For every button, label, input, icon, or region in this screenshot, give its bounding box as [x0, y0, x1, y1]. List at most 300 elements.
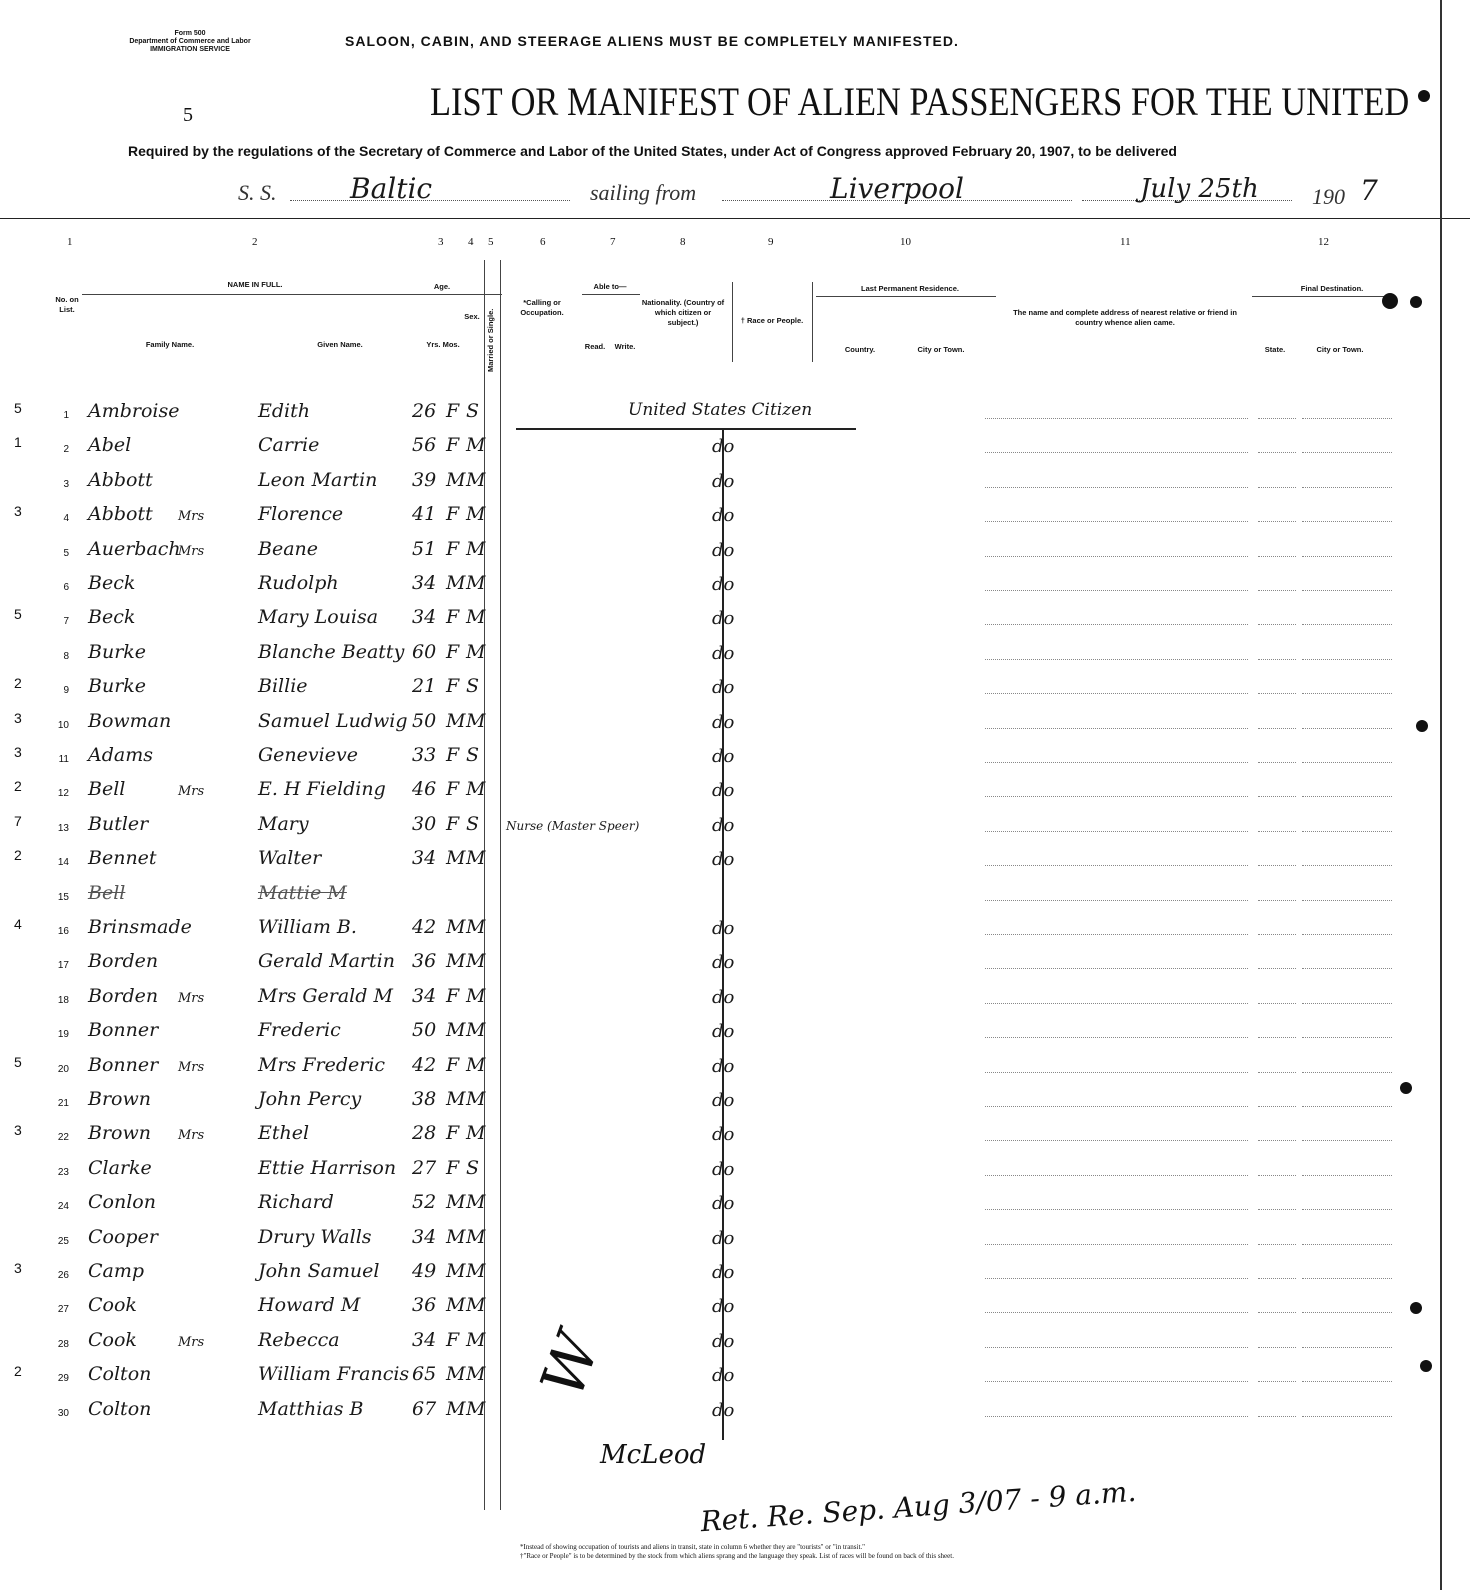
- writing-line: [1258, 968, 1296, 969]
- col-num-5: 5: [488, 236, 494, 248]
- col-num-1: 1: [67, 236, 73, 248]
- given-name: Billie: [258, 675, 308, 698]
- title-prefix: Mrs: [178, 990, 205, 1006]
- sex: M: [446, 1397, 466, 1420]
- writing-line: [1258, 1037, 1296, 1038]
- marital-status: S: [466, 400, 480, 422]
- given-name: Samuel Ludwig: [258, 709, 408, 732]
- writing-line: [1302, 590, 1392, 591]
- family-name: Cook: [88, 1294, 137, 1317]
- given-name: Ettie Harrison: [258, 1156, 397, 1179]
- marital-status: M: [466, 640, 486, 663]
- row-number: 20: [57, 1063, 69, 1075]
- table-row: [0, 809, 1470, 843]
- marital-status: M: [466, 1088, 486, 1110]
- writing-line: [985, 1175, 1248, 1176]
- table-row: [0, 534, 1470, 568]
- age: 34: [412, 1328, 437, 1351]
- given-name: Matthias B: [258, 1397, 364, 1420]
- table-row: [0, 843, 1470, 877]
- hdr-no-on-list: No. on List.: [55, 295, 79, 314]
- hdr-relative: The name and complete address of nearest relative or friend in country whence alien came.: [1013, 308, 1237, 327]
- writing-line: [1302, 1140, 1392, 1141]
- nationality: do: [712, 1021, 735, 1043]
- hdr-able-to: Able to—: [593, 282, 627, 291]
- writing-line: [1258, 452, 1296, 453]
- col-num-4: 4: [468, 236, 474, 248]
- nationality: do: [712, 746, 735, 767]
- family-name: Borden: [88, 984, 159, 1007]
- age: 56: [412, 434, 437, 457]
- given-name: Rebecca: [258, 1328, 340, 1351]
- nationality: do: [712, 436, 735, 458]
- margin-tally: 2: [14, 675, 22, 692]
- given-name: Mrs Gerald M: [258, 984, 393, 1007]
- writing-line: [1302, 831, 1392, 832]
- nationality: do: [712, 780, 735, 802]
- title-prefix: Mrs: [178, 543, 205, 559]
- given-name: John Samuel: [258, 1260, 380, 1282]
- family-name: Bell: [88, 881, 126, 904]
- age: 36: [412, 1294, 437, 1317]
- sex: M: [446, 1260, 466, 1282]
- writing-line: [1302, 1312, 1392, 1313]
- table-row: [0, 1015, 1470, 1049]
- marital-status: M: [466, 1260, 486, 1282]
- margin-tally: 3: [14, 709, 22, 726]
- col-num-7: 7: [610, 236, 616, 248]
- writing-line: [1258, 1244, 1296, 1245]
- given-name: E. H Fielding: [258, 778, 386, 801]
- marital-status: M: [466, 434, 486, 457]
- receipt-note: Ret. Re. Sep. Aug 3/07 - 9 a.m.: [699, 1474, 1138, 1539]
- age: 21: [412, 675, 437, 698]
- marital-status: M: [466, 1191, 486, 1214]
- row-number: 2: [63, 444, 69, 456]
- given-name: Drury Walls: [258, 1225, 372, 1248]
- given-name: Frederic: [258, 1019, 341, 1042]
- binding-hole: [1418, 90, 1430, 102]
- nationality: do: [712, 505, 735, 527]
- family-name: Abbott: [88, 503, 153, 526]
- writing-line: [1302, 968, 1392, 969]
- form-number: Form 500: [174, 30, 206, 37]
- header-rule: [0, 218, 1470, 219]
- margin-tally: 3: [14, 744, 22, 760]
- margin-tally: 5: [14, 606, 22, 623]
- row-number: 19: [57, 1029, 69, 1041]
- marital-status: S: [466, 812, 480, 835]
- marital-status: M: [466, 709, 486, 732]
- sex: F: [446, 1053, 460, 1076]
- row-number: 6: [63, 582, 69, 593]
- writing-line: [1258, 1347, 1296, 1348]
- nationality: do: [712, 539, 735, 561]
- age: 42: [412, 1053, 437, 1076]
- writing-line: [1302, 934, 1392, 935]
- family-name: Cook: [88, 1328, 137, 1351]
- sex: M: [446, 1225, 466, 1248]
- writing-line: [1258, 865, 1296, 866]
- marital-status: M: [466, 916, 486, 938]
- writing-line: [1302, 487, 1392, 488]
- row-number: 9: [63, 685, 69, 697]
- col-line-race: [732, 282, 733, 362]
- table-row: [0, 774, 1470, 808]
- margin-tally: 2: [14, 778, 22, 795]
- marital-status: M: [466, 1328, 486, 1351]
- table-row: [0, 912, 1470, 946]
- writing-line: [985, 693, 1248, 694]
- given-name: John Percy: [258, 1088, 362, 1110]
- nationality: do: [712, 1193, 735, 1215]
- given-name: Florence: [258, 503, 344, 526]
- age: 60: [412, 640, 437, 663]
- writing-line: [985, 831, 1248, 832]
- year-written: 7: [1360, 174, 1378, 207]
- family-name: Beck: [88, 572, 136, 594]
- sex: F: [446, 744, 460, 766]
- nationality: do: [712, 711, 735, 733]
- row-number: 17: [57, 960, 69, 972]
- age: 67: [412, 1397, 437, 1420]
- nationality: do: [712, 1124, 735, 1146]
- writing-line: [1258, 1175, 1296, 1176]
- table-row: [0, 1050, 1470, 1084]
- writing-line: [1302, 865, 1392, 866]
- table-row: [0, 1359, 1470, 1393]
- row-number: 4: [63, 513, 69, 525]
- hdr-country: Country.: [844, 345, 876, 354]
- age: 50: [412, 709, 437, 732]
- family-name: Bowman: [88, 709, 172, 732]
- writing-line: [985, 590, 1248, 591]
- col-num-10: 10: [900, 236, 911, 248]
- writing-line: [1258, 1312, 1296, 1313]
- nationality: do: [712, 1055, 735, 1077]
- family-name: Beck: [88, 606, 136, 629]
- sex: F: [446, 675, 460, 698]
- writing-line: [1302, 900, 1392, 901]
- department-name: Department of Commerce and Labor: [129, 38, 251, 45]
- given-name: Walter: [258, 847, 322, 870]
- writing-line: [985, 418, 1248, 419]
- port-name: Liverpool: [830, 172, 964, 205]
- given-name: Genevieve: [258, 744, 358, 766]
- footnote-1: *Instead of showing occupation of tourists and aliens in transit, state in column 6 whether they are "tourists" or "in transit.": [520, 1543, 866, 1551]
- given-name: Richard: [258, 1191, 334, 1214]
- col-num-9: 9: [768, 236, 774, 248]
- row-number: 14: [57, 857, 69, 869]
- writing-line: [985, 659, 1248, 660]
- writing-line: [1302, 1416, 1392, 1417]
- hdr-name-in-full: NAME IN FULL.: [227, 280, 283, 289]
- writing-line: [1258, 590, 1296, 591]
- marital-status: M: [466, 1397, 486, 1420]
- marital-status: M: [466, 847, 486, 870]
- given-name: Leon Martin: [258, 468, 378, 491]
- writing-line: [1258, 1140, 1296, 1141]
- hdr-read: Read.: [584, 342, 606, 351]
- sex: M: [446, 1088, 466, 1110]
- row-number: 5: [63, 547, 69, 559]
- row-number: 15: [57, 891, 69, 903]
- signature: McLeod: [600, 1440, 707, 1470]
- row-number: 27: [57, 1304, 69, 1316]
- writing-line: [1258, 934, 1296, 935]
- binding-hole: [1382, 293, 1398, 309]
- sex: F: [446, 537, 460, 560]
- nationality: do: [712, 986, 735, 1008]
- writing-line: [1258, 796, 1296, 797]
- family-name: Colton: [88, 1397, 152, 1420]
- age: 36: [412, 950, 437, 973]
- marital-status: M: [466, 1294, 486, 1317]
- writing-line: [985, 487, 1248, 488]
- writing-line: [1258, 831, 1296, 832]
- sex: M: [446, 572, 466, 594]
- hdr-dest-city: City or Town.: [1316, 345, 1364, 354]
- family-name: Conlon: [88, 1191, 156, 1214]
- writing-line: [985, 521, 1248, 522]
- age: 30: [412, 812, 437, 835]
- writing-line: [985, 1312, 1248, 1313]
- age: 41: [412, 503, 437, 526]
- given-name: Rudolph: [258, 572, 339, 594]
- table-row: [0, 1394, 1470, 1428]
- sex: F: [446, 778, 460, 801]
- marital-status: M: [466, 606, 486, 629]
- row-number: 30: [57, 1407, 69, 1419]
- table-row: [0, 396, 1470, 430]
- page-number: 5: [183, 104, 193, 126]
- age: 51: [412, 537, 437, 560]
- sex: M: [446, 468, 466, 491]
- nationality: do: [712, 918, 735, 939]
- destination-subrule: [1252, 296, 1392, 297]
- marital-status: S: [466, 675, 480, 698]
- marital-status: M: [466, 1053, 486, 1076]
- writing-line: [985, 1037, 1248, 1038]
- writing-line: [985, 934, 1248, 935]
- given-name: Carrie: [258, 434, 320, 457]
- table-row: [0, 499, 1470, 533]
- hdr-destination: Final Destination.: [1300, 284, 1364, 293]
- margin-tally: 3: [14, 1260, 22, 1276]
- sex: M: [446, 916, 466, 938]
- given-name: Beane: [258, 537, 319, 560]
- age: 34: [412, 847, 437, 870]
- writing-line: [985, 1003, 1248, 1004]
- table-row: [0, 1153, 1470, 1187]
- form-id-block: [110, 30, 270, 54]
- row-number: 7: [63, 616, 69, 628]
- nationality: do: [712, 849, 735, 871]
- ditto-stroke: [722, 430, 724, 1440]
- writing-line: [985, 1347, 1248, 1348]
- family-name: Brown: [88, 1088, 151, 1110]
- hdr-residence: Last Permanent Residence.: [861, 284, 959, 293]
- family-name: Brown: [88, 1122, 151, 1145]
- footnote-2: †"Race or People" is to be determined by the stock from which aliens sprang and the language they speak. List of races will be found on back of this sheet.: [520, 1552, 954, 1560]
- margin-tally: 3: [14, 503, 22, 520]
- margin-tally: 4: [14, 916, 22, 932]
- family-name: Butler: [88, 812, 149, 835]
- row-number: 22: [57, 1132, 69, 1144]
- writing-line: [1302, 1209, 1392, 1210]
- able-subrule: [582, 294, 640, 295]
- writing-line: [1258, 1072, 1296, 1073]
- row-number: 1: [63, 410, 69, 421]
- table-row: [0, 946, 1470, 980]
- writing-line: [985, 865, 1248, 866]
- table-row: [0, 568, 1470, 602]
- writing-line: [985, 1278, 1248, 1279]
- binding-hole: [1410, 1302, 1422, 1314]
- hdr-race: † Race or People.: [740, 316, 804, 325]
- writing-line: [985, 1416, 1248, 1417]
- table-row: [0, 1290, 1470, 1324]
- sex: F: [446, 434, 460, 457]
- age: 28: [412, 1122, 437, 1145]
- page-title: LIST OR MANIFEST OF ALIEN PASSENGERS FOR THE UNITED: [430, 79, 1410, 124]
- sailing-date: July 25th: [1140, 174, 1259, 204]
- writing-line: [985, 1140, 1248, 1141]
- writing-line: [1302, 693, 1392, 694]
- col-num-3: 3: [438, 236, 444, 248]
- family-name: Bell: [88, 778, 126, 801]
- nationality: do: [712, 1262, 735, 1283]
- writing-line: [1302, 556, 1392, 557]
- sex: M: [446, 1363, 466, 1386]
- table-row: [0, 1222, 1470, 1256]
- writing-line: [1302, 1072, 1392, 1073]
- writing-line: [985, 556, 1248, 557]
- writing-line: [1302, 452, 1392, 453]
- row-number: 8: [63, 650, 69, 662]
- writing-line: [1258, 624, 1296, 625]
- writing-line: [1302, 418, 1392, 419]
- col-num-8: 8: [680, 236, 686, 248]
- table-row: [0, 1118, 1470, 1152]
- footnotes: [520, 1543, 954, 1561]
- col-num-11: 11: [1120, 236, 1131, 248]
- nationality: do: [712, 608, 735, 630]
- col-num-2: 2: [252, 236, 258, 248]
- margin-tally: 1: [14, 434, 22, 451]
- table-row: [0, 465, 1470, 499]
- family-name: Borden: [88, 950, 159, 973]
- family-name: Brinsmade: [88, 916, 192, 938]
- age: 49: [412, 1260, 437, 1282]
- family-name: Abel: [88, 434, 132, 457]
- nationality: do: [712, 1158, 735, 1180]
- marital-status: M: [466, 468, 486, 491]
- examiner-initials: W: [527, 1324, 615, 1406]
- col-num-12: 12: [1318, 236, 1329, 248]
- writing-line: [1302, 1003, 1392, 1004]
- margin-tally: 7: [14, 812, 22, 829]
- writing-line: [1258, 521, 1296, 522]
- table-row: [0, 1187, 1470, 1221]
- row-number: 18: [57, 994, 69, 1006]
- marital-status: S: [466, 744, 480, 766]
- col-line-residence: [812, 282, 813, 362]
- family-name: Camp: [88, 1260, 145, 1282]
- row-number: 29: [57, 1373, 69, 1385]
- sex: M: [446, 950, 466, 973]
- row-number: 23: [57, 1166, 69, 1178]
- regulation-text: Required by the regulations of the Secretary of Commerce and Labor of the United States, under Act of Congress approved February 20, 1907, to be delivered: [128, 143, 1177, 159]
- hdr-nationality: Nationality. (Country of which citizen or subject.): [641, 298, 725, 327]
- row-number: 12: [57, 788, 69, 800]
- family-name: Auerbach: [88, 537, 181, 560]
- service-name: IMMIGRATION SERVICE: [150, 46, 230, 53]
- writing-line: [985, 728, 1248, 729]
- title-prefix: Mrs: [178, 1059, 205, 1075]
- row-number: 28: [57, 1338, 69, 1350]
- writing-line: [1258, 418, 1296, 419]
- writing-line: [985, 1244, 1248, 1245]
- age: 27: [412, 1156, 437, 1179]
- writing-line: [1302, 1037, 1392, 1038]
- hdr-married: Married or Single.: [486, 308, 495, 372]
- sex: F: [446, 812, 460, 835]
- sex: F: [446, 400, 460, 422]
- page-edge: [1440, 0, 1442, 1590]
- hdr-age: Age.: [433, 282, 451, 291]
- table-row: [0, 878, 1470, 912]
- writing-line: [1258, 1209, 1296, 1210]
- citizen-underline: [516, 428, 856, 430]
- row-number: 26: [57, 1270, 69, 1281]
- marital-status: M: [466, 778, 486, 801]
- marital-status: M: [466, 572, 486, 594]
- writing-line: [1302, 1244, 1392, 1245]
- age: 34: [412, 572, 437, 594]
- hdr-state: State.: [1264, 345, 1286, 354]
- residence-subrule: [816, 296, 996, 297]
- table-row: [0, 1325, 1470, 1359]
- table-row: [0, 1084, 1470, 1118]
- col-num-6: 6: [540, 236, 546, 248]
- margin-tally: 3: [14, 1122, 22, 1139]
- given-name: Edith: [258, 400, 310, 422]
- nationality: do: [712, 1227, 735, 1249]
- marital-status: M: [466, 984, 486, 1007]
- family-name: Bennet: [88, 847, 157, 870]
- family-name: Clarke: [88, 1156, 152, 1179]
- hdr-yrs-mos: Yrs. Mos.: [426, 340, 460, 349]
- table-row: [0, 602, 1470, 636]
- age: 65: [412, 1363, 437, 1386]
- row-number: 13: [57, 822, 69, 834]
- row-number: 25: [57, 1235, 69, 1247]
- title-prefix: Mrs: [178, 1334, 205, 1350]
- given-name: Mattie M: [258, 881, 347, 904]
- table-row: [0, 637, 1470, 671]
- binding-hole: [1420, 1360, 1432, 1372]
- sex: M: [446, 1019, 466, 1042]
- sex: M: [446, 709, 466, 732]
- writing-line: [985, 900, 1248, 901]
- hdr-city: City or Town.: [917, 345, 965, 354]
- sex: F: [446, 640, 460, 663]
- writing-line: [1258, 1003, 1296, 1004]
- age: 50: [412, 1019, 437, 1042]
- age: 52: [412, 1191, 437, 1214]
- nationality: do: [712, 1330, 735, 1352]
